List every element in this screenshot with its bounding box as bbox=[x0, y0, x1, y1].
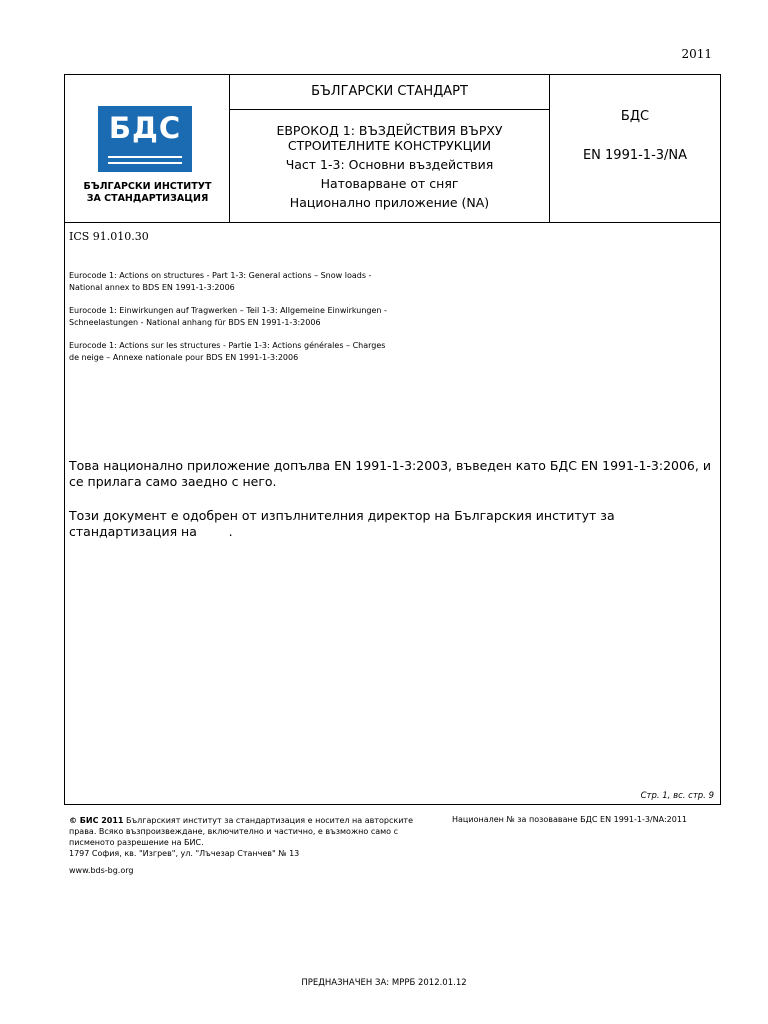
title-line-5: Национално приложение (NA) bbox=[289, 195, 490, 210]
logo-line-icon bbox=[108, 156, 182, 158]
number-cell bbox=[549, 75, 720, 222]
logo-text: БДС bbox=[108, 111, 182, 145]
institute-line-2: ЗА СТАНДАРТИЗАЦИЯ bbox=[86, 193, 209, 204]
address: 1797 София, кв. "Изгрев", ул. "Лъчезар Станчев" № 13 bbox=[69, 849, 300, 858]
standard-title bbox=[230, 121, 549, 212]
website-link[interactable]: www.bds-bg.org bbox=[69, 866, 134, 875]
institute-name bbox=[65, 181, 230, 205]
ics-code: ICS 91.010.30 bbox=[69, 230, 149, 243]
title-cell bbox=[230, 75, 549, 222]
title-line-4: Натоварване от сняг bbox=[320, 176, 459, 191]
logo-cell bbox=[65, 75, 230, 222]
german-title: Eurocode 1: Einwirkungen auf Tragwerken – Teil 1-3: Allgemeine Einwirkungen - Schneelastungen - National anhang für BDS EN 1991-1-3:2006 bbox=[69, 306, 387, 327]
copyright-notice bbox=[69, 815, 414, 859]
national-annex-paragraph: Това национално приложение допълва EN 1991-1-3:2003, въведен като БДС EN 1991-1-3:2006, и се прилага само заедно с него. bbox=[69, 458, 711, 489]
national-reference-number: Национален № за позоваване БДС EN 1991-1-3/NA:2011 bbox=[452, 815, 687, 824]
main-text bbox=[69, 458, 719, 558]
bds-logo bbox=[98, 106, 192, 172]
standard-number: EN 1991-1-3/NA bbox=[582, 148, 688, 163]
standard-type: БЪЛГАРСКИ СТАНДАРТ bbox=[230, 75, 549, 110]
document-frame bbox=[64, 74, 721, 805]
institute-line-1: БЪЛГАРСКИ ИНСТИТУТ bbox=[83, 181, 212, 192]
copyright-text: Българският институт за стандартизация е носител на авторските права. Всяко възпроизвеждане, включително и частично, е възможно само с писменото разрешение на БИС. bbox=[69, 816, 413, 847]
title-line-1: ЕВРОКОД 1: ВЪЗДЕЙСТВИЯ ВЪРХУ bbox=[276, 123, 503, 138]
copyright-bold: © БИС 2011 bbox=[69, 816, 124, 825]
title-line-2: СТРОИТЕЛНИТЕ КОНСТРУКЦИИ bbox=[287, 138, 492, 153]
document-year: 2011 bbox=[681, 47, 712, 61]
page-number: Стр. 1, вс. стр. 9 bbox=[640, 791, 714, 801]
intended-for: ПРЕДНАЗНАЧЕН ЗА: МРРБ 2012.01.12 bbox=[301, 978, 467, 988]
header-row bbox=[65, 75, 720, 223]
approval-paragraph: Този документ е одобрен от изпълнителния директор на Българския институт за стандартизация на . bbox=[69, 508, 619, 539]
foreign-titles bbox=[69, 270, 389, 375]
title-line-3: Част 1-3: Основни въздействия bbox=[285, 157, 494, 172]
bds-label: БДС bbox=[620, 109, 650, 124]
french-title: Eurocode 1: Actions sur les structures - Partie 1-3: Actions générales – Charges de neige – Annexe nationale pour BDS EN 1991-1-3:2006 bbox=[69, 341, 386, 362]
english-title: Eurocode 1: Actions on structures - Part 1-3: General actions – Snow loads - National annex to BDS EN 1991-1-3:2006 bbox=[69, 271, 372, 292]
logo-line-icon bbox=[108, 162, 182, 164]
